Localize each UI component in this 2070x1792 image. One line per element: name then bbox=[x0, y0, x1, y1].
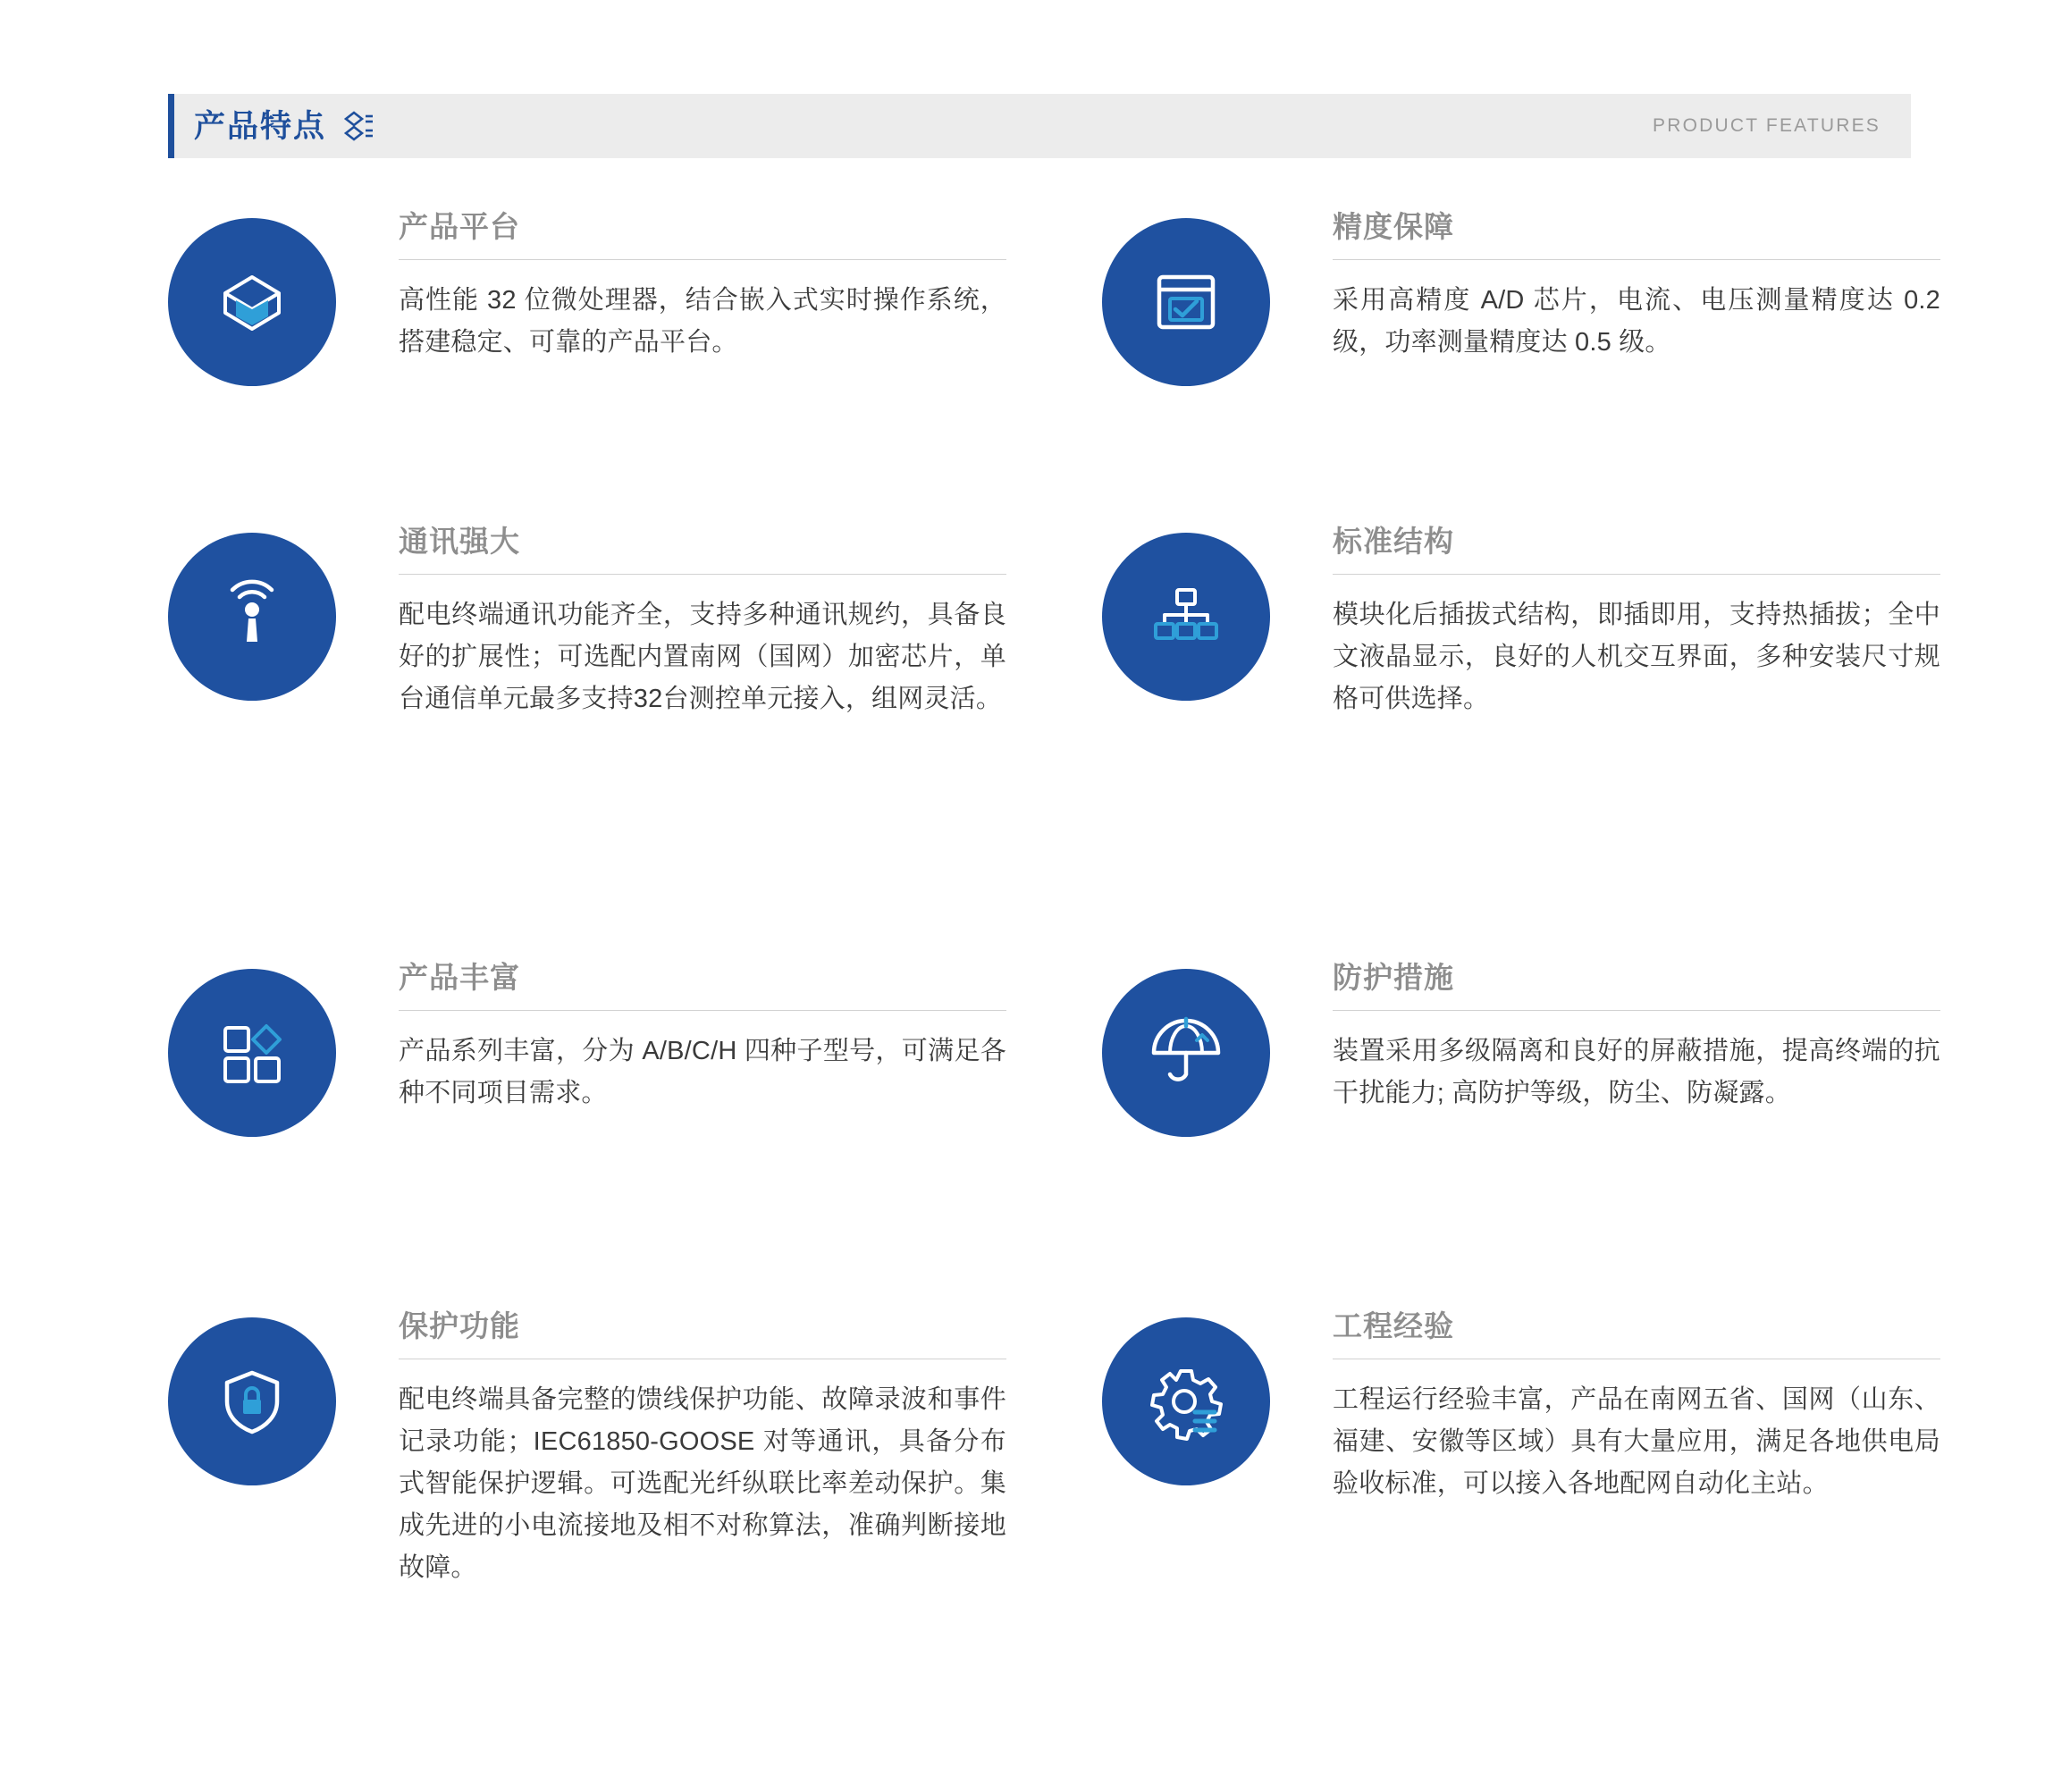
header-left bbox=[168, 94, 378, 158]
hierarchy-structure-icon bbox=[1102, 533, 1270, 701]
feature-body bbox=[1333, 1310, 1940, 1505]
feature-description: 模块化后插拔式结构，即插即用，支持热插拔；全中文液晶显示，良好的人机交互界面，多种安装尺寸规格可供选择。 bbox=[1333, 601, 1940, 714]
umbrella-icon bbox=[1102, 969, 1270, 1137]
feature-body bbox=[1333, 962, 1940, 1115]
feature-title: 产品丰富 bbox=[399, 962, 1006, 1011]
feature-item bbox=[168, 962, 1006, 1137]
feature-item bbox=[1102, 526, 1940, 720]
feature-description: 工程运行经验丰富，产品在南网五省、国网（山东、福建、安徽等区域）具有大量应用，满足各地供电局验收标准，可以接入各地配网自动化主站。 bbox=[1333, 1385, 1940, 1499]
feature-item bbox=[168, 526, 1006, 720]
page-title: 产品特点 bbox=[194, 108, 327, 144]
feature-item bbox=[1102, 962, 1940, 1137]
section-header bbox=[168, 94, 1911, 158]
shield-lock-icon bbox=[168, 1317, 336, 1485]
feature-description: 配电终端通讯功能齐全，支持多种通讯规约，具备良好的扩展性；可选配内置南网（国网）加密芯片，单台通信单元最多支持32台测控单元接入，组网灵活。 bbox=[399, 601, 1006, 714]
feature-title: 精度保障 bbox=[1333, 211, 1940, 260]
feature-title: 标准结构 bbox=[1333, 526, 1940, 575]
feature-item bbox=[168, 1310, 1006, 1589]
feature-body bbox=[399, 211, 1006, 364]
feature-title: 产品平台 bbox=[399, 211, 1006, 260]
feature-body bbox=[399, 962, 1006, 1115]
shapes-grid-icon bbox=[168, 969, 336, 1137]
feature-item bbox=[168, 211, 1006, 386]
feature-body bbox=[1333, 211, 1940, 364]
wireless-signal-icon bbox=[168, 533, 336, 701]
feature-description: 配电终端具备完整的馈线保护功能、故障录波和事件记录功能；IEC61850-GOOSE 对等通讯，具备分布式智能保护逻辑。可选配光纤纵联比率差动保护。集成先进的小电流接地及相不对称算法，准确判断接地故障。 bbox=[399, 1385, 1006, 1583]
feature-description: 高性能 32 位微处理器，结合嵌入式实时操作系统，搭建稳定、可靠的产品平台。 bbox=[399, 286, 1006, 358]
feature-body bbox=[1333, 526, 1940, 720]
feature-body bbox=[399, 526, 1006, 720]
layers-box-icon bbox=[168, 218, 336, 386]
feature-title: 保护功能 bbox=[399, 1310, 1006, 1359]
feature-description: 产品系列丰富，分为 A/B/C/H 四种子型号，可满足各种不同项目需求。 bbox=[399, 1037, 1006, 1108]
feature-title: 工程经验 bbox=[1333, 1310, 1940, 1359]
accuracy-window-check-icon bbox=[1102, 218, 1270, 386]
feature-item bbox=[1102, 1310, 1940, 1505]
feature-item bbox=[1102, 211, 1940, 386]
feature-description: 采用高精度 A/D 芯片，电流、电压测量精度达 0.2 级，功率测量精度达 0.5 级。 bbox=[1333, 286, 1940, 358]
feature-title: 防护措施 bbox=[1333, 962, 1940, 1011]
feature-title: 通讯强大 bbox=[399, 526, 1006, 575]
feature-description: 装置采用多级隔离和良好的屏蔽措施，提高终端的抗干扰能力; 高防护等级，防尘、防凝露。 bbox=[1333, 1037, 1940, 1108]
feature-body bbox=[399, 1310, 1006, 1589]
double-chevron-icon bbox=[342, 111, 378, 141]
page-title-en: PRODUCT FEATURES bbox=[1653, 115, 1881, 136]
gear-settings-icon bbox=[1102, 1317, 1270, 1485]
